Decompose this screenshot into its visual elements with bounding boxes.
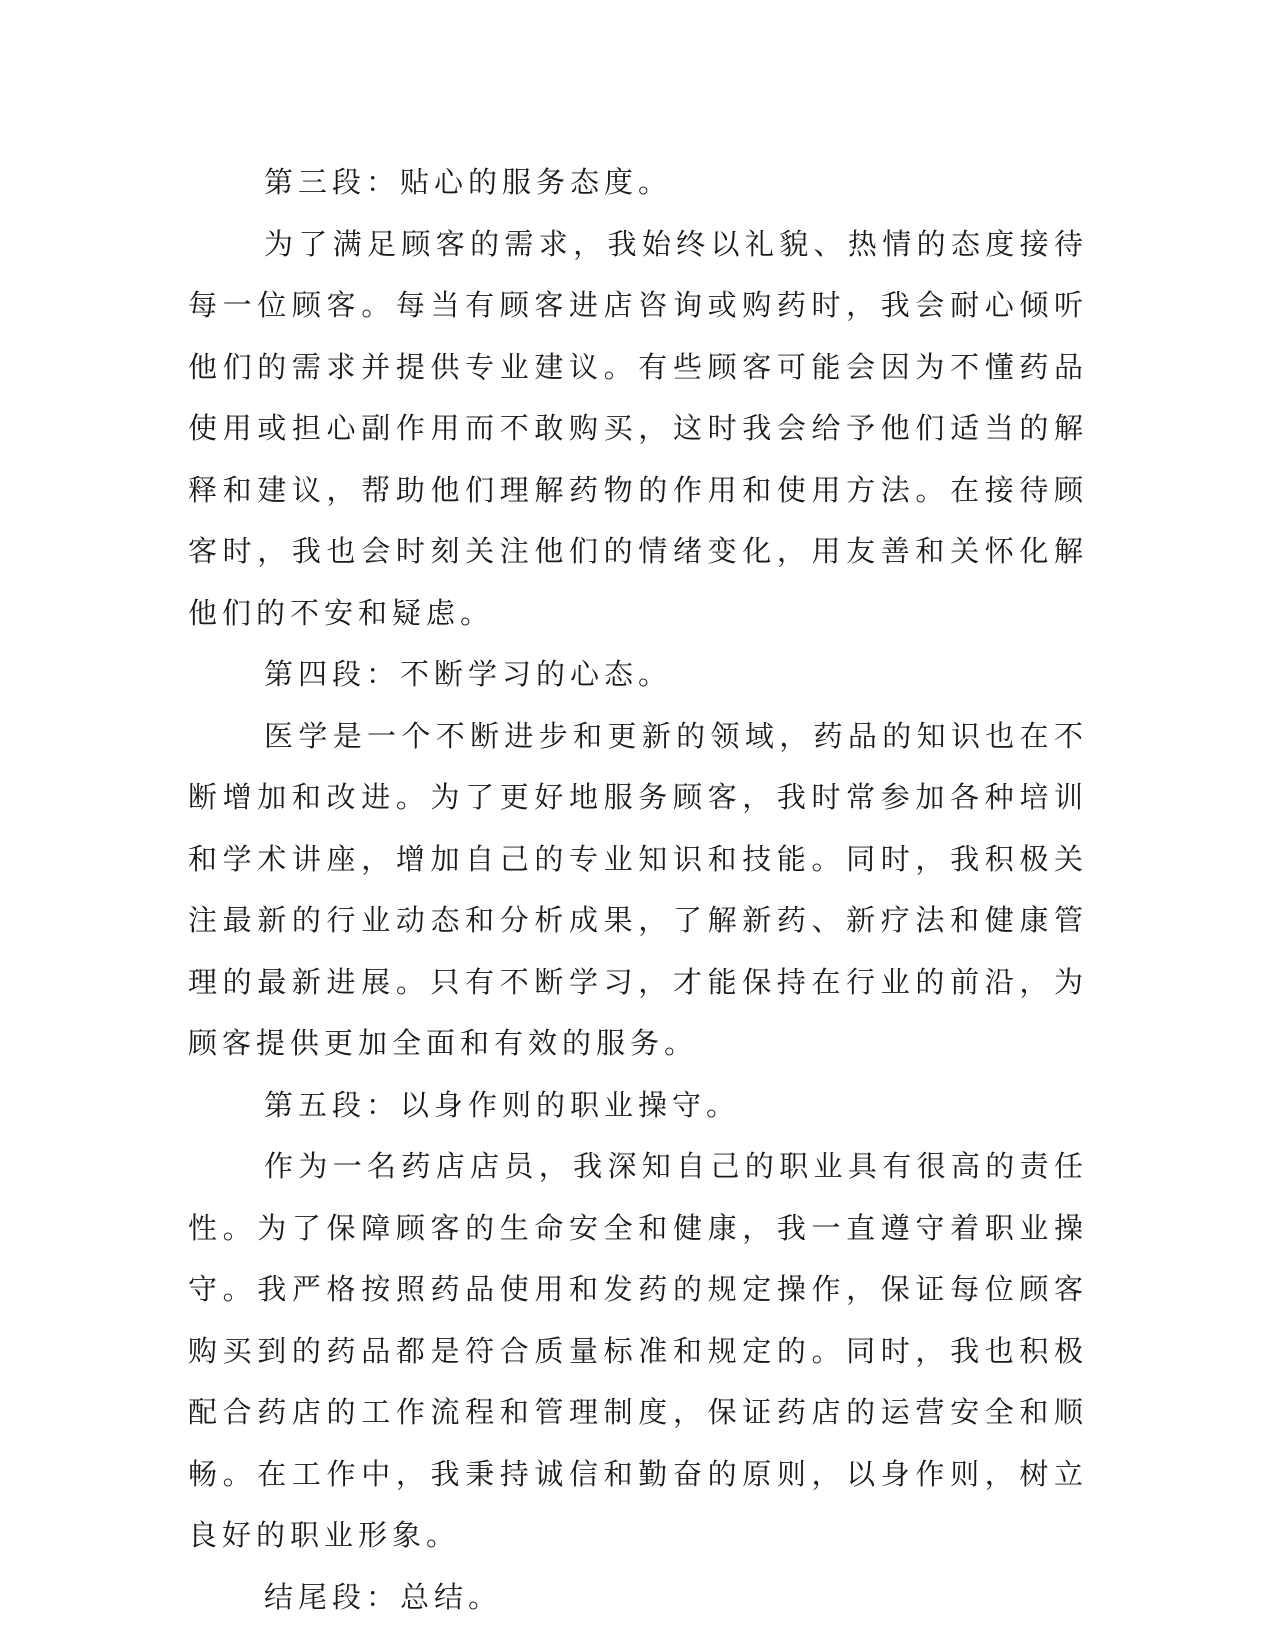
document-body <box>188 152 1088 1628</box>
section-heading-conclusion: 结尾段：总结。 <box>264 1579 503 1614</box>
section-heading-4: 第四段：不断学习的心态。 <box>264 657 673 691</box>
section-heading-5: 第五段：以身作则的职业操守。 <box>264 1087 741 1122</box>
paragraph-professional-ethics: 作为一名药店店员，我深知自己的职业具有很高的责任性。为了保障顾客的生命安全和健康，我一直遵守着职业操守。我严格按照药品使用和发药的规定操作，保证每位顾客购买到的药品都是符合质量标准和规定的。同时，我也积极配合药店的工作流程和管理制度，保证药店的运营安全和顺畅。在工作中，我秉持诚信和勤奋的原则，以身作则，树立良好的职业形象。 <box>188 1149 1088 1552</box>
paragraph-service-attitude: 为了满足顾客的需求，我始终以礼貌、热情的态度接待每一位顾客。每当有顾客进店咨询或购药时，我会耐心倾听他们的需求并提供专业建议。有些顾客可能会因为不懂药品使用或担心副作用而不敢购买，这时我会给予他们适当的解释和建议，帮助他们理解药物的作用和使用方法。在接待顾客时，我也会时刻关注他们的情绪变化，用友善和关怀化解他们的不安和疑虑。 <box>188 226 1088 630</box>
section-heading-3: 第三段：贴心的服务态度。 <box>264 165 673 199</box>
paragraph-continuous-learning: 医学是一个不断进步和更新的领域，药品的知识也在不断增加和改进。为了更好地服务顾客，我时常参加各种培训和学术讲座，增加自己的专业知识和技能。同时，我积极关注最新的行业动态和分析成果，了解新药、新疗法和健康管理的最新进展。只有不断学习，才能保持在行业的前沿，为顾客提供更加全面和有效的服务。 <box>188 718 1088 1060</box>
